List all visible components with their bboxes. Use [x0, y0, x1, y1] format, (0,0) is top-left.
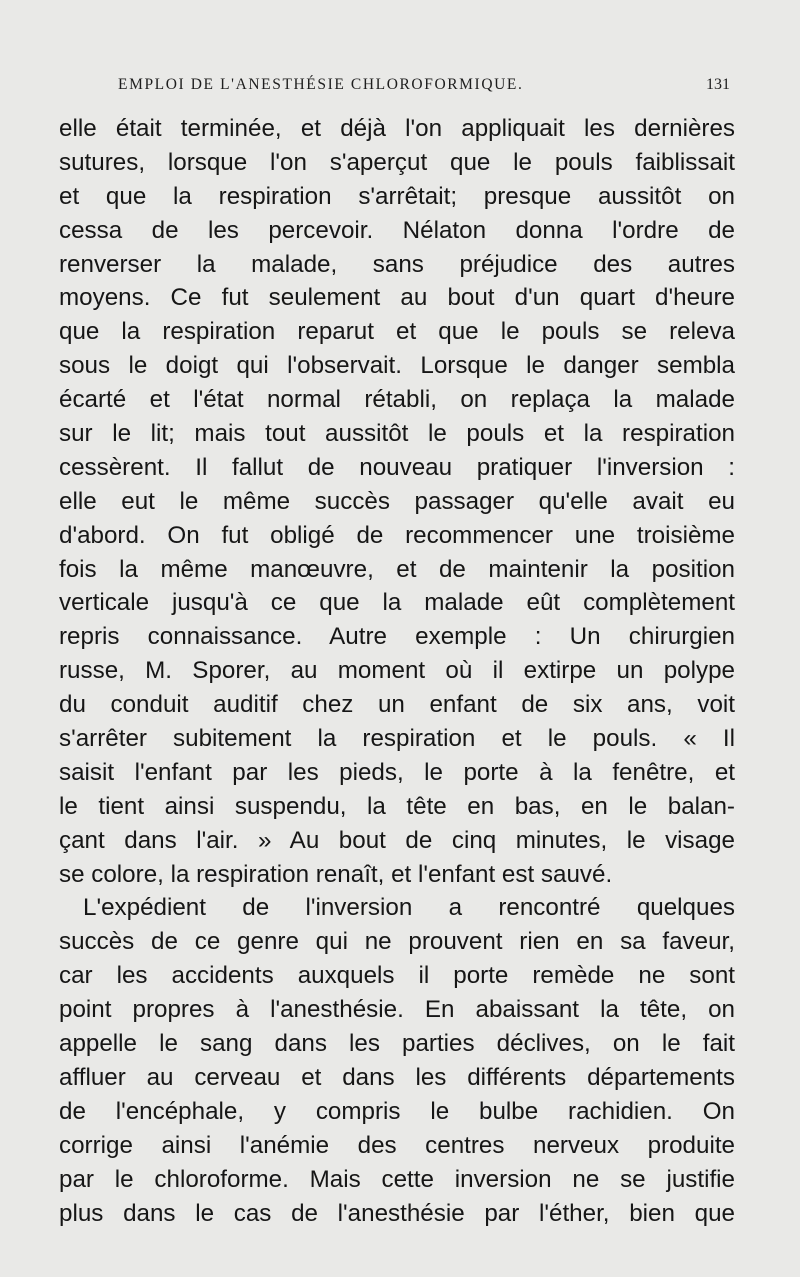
text-line: le tient ainsi suspendu, la tête en bas, en le balan- — [59, 792, 735, 820]
text-line: se colore, la respiration renaît, et l'enfant est sauvé. — [59, 860, 613, 888]
text-line: appelle le sang dans les parties déclives, on le fait — [59, 1030, 735, 1058]
text-line: renverser la malade, sans préjudice des autres — [59, 250, 735, 278]
text-line: sous le doigt qui l'observait. Lorsque le danger sembla — [59, 352, 735, 380]
running-head-title: EMPLOI DE L'ANESTHÉSIE CHLOROFORMIQUE. — [118, 76, 524, 93]
text-line: corrige ainsi l'anémie des centres nerveux produite — [59, 1131, 735, 1159]
text-line: saisit l'enfant par les pieds, le porte à la fenêtre, et — [59, 758, 735, 786]
text-line: s'arrêter subitement la respiration et le pouls. « Il — [59, 725, 735, 753]
text-line: par le chloroforme. Mais cette inversion ne se justifie — [59, 1165, 735, 1193]
body-text — [59, 112, 735, 1230]
text-line: fois la même manœuvre, et de maintenir la position — [59, 555, 735, 583]
text-line: écarté et l'état normal rétabli, on replaça la malade — [59, 386, 735, 414]
text-line: car les accidents auxquels il porte remède ne sont — [59, 962, 735, 990]
text-line: cessa de les percevoir. Nélaton donna l'ordre de — [59, 216, 735, 244]
text-line: çant dans l'air. » Au bout de cinq minutes, le visage — [59, 826, 735, 854]
text-line: du conduit auditif chez un enfant de six ans, voit — [59, 691, 735, 719]
text-line: elle était terminée, et déjà l'on appliquait les dernières — [59, 115, 735, 142]
text-line: que la respiration reparut et que le pouls se releva — [59, 318, 735, 346]
text-line: succès de ce genre qui ne prouvent rien en sa faveur, — [59, 928, 735, 956]
text-line: d'abord. On fut obligé de recommencer une troisième — [59, 521, 735, 549]
text-line: moyens. Ce fut seulement au bout d'un quart d'heure — [59, 284, 735, 312]
text-line: et que la respiration s'arrêtait; presque aussitôt on — [59, 182, 735, 210]
text-line: repris connaissance. Autre exemple : Un chirurgien — [59, 623, 735, 651]
text-line: cessèrent. Il fallut de nouveau pratiquer l'inversion : — [59, 453, 735, 481]
text-line: russe, M. Sporer, au moment où il extirpe un polype — [59, 657, 735, 685]
text-line: L'expédient de l'inversion a rencontré quelques — [83, 894, 735, 922]
text-line: elle eut le même succès passager qu'elle avait eu — [59, 487, 735, 515]
text-line: plus dans le cas de l'anesthésie par l'éther, bien que — [59, 1199, 735, 1227]
text-line: sutures, lorsque l'on s'aperçut que le pouls faiblissait — [59, 148, 735, 176]
text-line: affluer au cerveau et dans les différents départements — [59, 1063, 735, 1091]
running-head — [60, 76, 730, 100]
text-line: de l'encéphale, y compris le bulbe rachidien. On — [59, 1097, 735, 1125]
text-line: verticale jusqu'à ce que la malade eût complètement — [59, 589, 735, 617]
text-line: point propres à l'anesthésie. En abaissant la tête, on — [59, 996, 735, 1024]
text-line: sur le lit; mais tout aussitôt le pouls et la respiration — [59, 420, 735, 448]
page-number: 131 — [706, 76, 730, 93]
